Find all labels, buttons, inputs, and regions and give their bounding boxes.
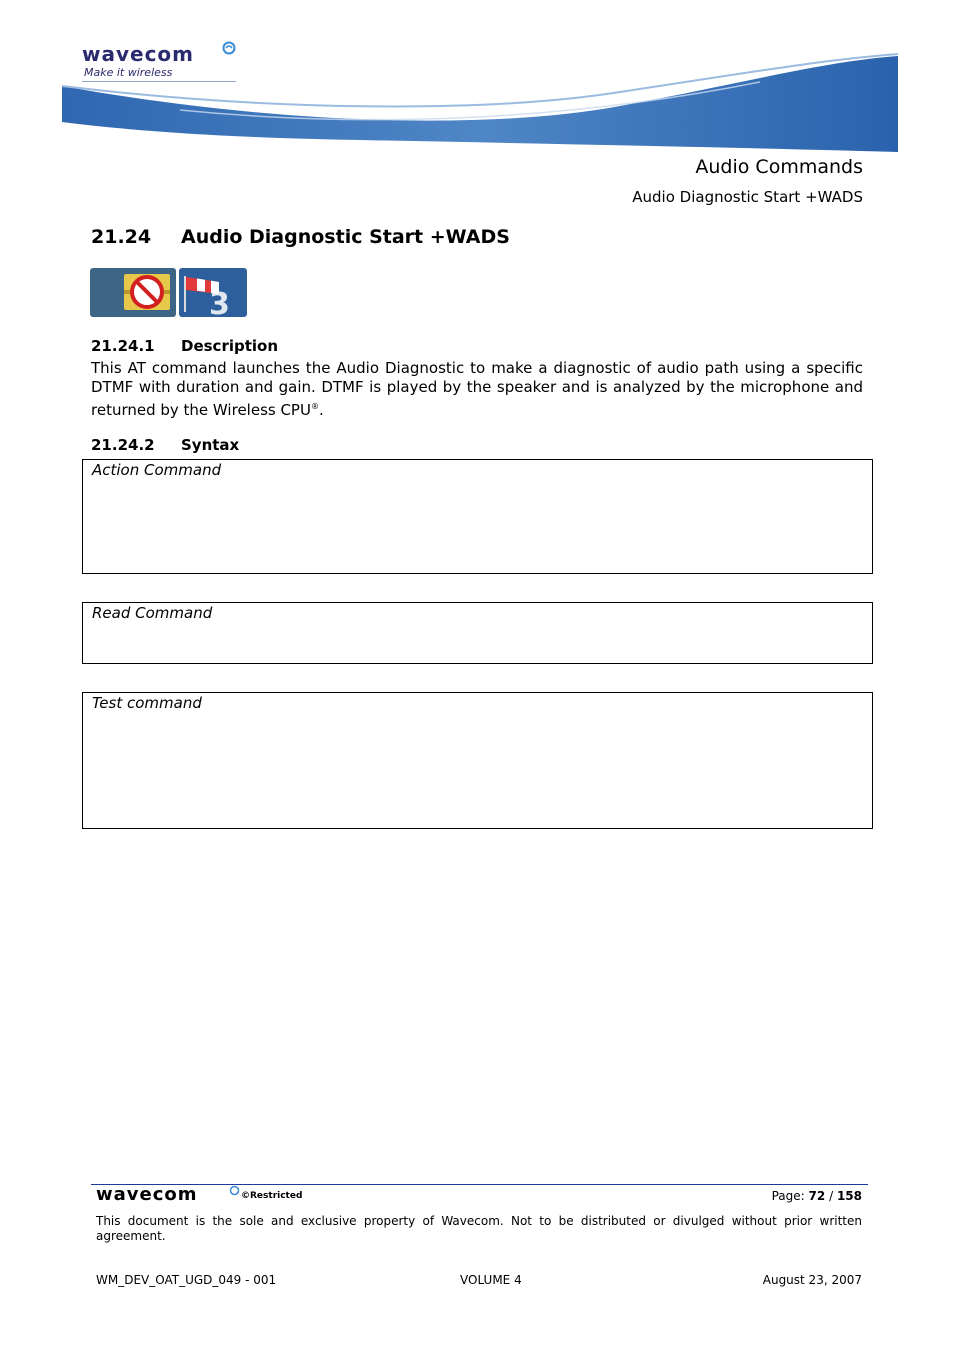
footer-page-number [772, 1189, 862, 1203]
footer-logo-swirl-icon [229, 1185, 240, 1196]
footer-date: August 23, 2007 [762, 1273, 862, 1287]
description-heading [91, 337, 278, 355]
footer-restricted: ©Restricted [241, 1191, 303, 1201]
section-title: Audio Diagnostic Start +WADS [181, 226, 510, 248]
footer-doc-ref: WM_DEV_OAT_UGD_049 - 001 [96, 1273, 277, 1287]
syntax-title: Syntax [181, 436, 240, 454]
read-command-label: Read Command [92, 604, 213, 622]
test-command-label: Test command [92, 694, 202, 712]
read-command-box [82, 602, 873, 664]
page-separator: / [829, 1189, 834, 1203]
page-current: 72 [808, 1189, 826, 1203]
svg-text:3: 3 [209, 287, 230, 318]
wavecom-logo: wavecom [82, 42, 195, 66]
no-entry-icon [90, 268, 176, 317]
windsock-3-icon [179, 268, 247, 318]
section-running-title: Audio Diagnostic Start +WADS [632, 188, 863, 206]
footer-volume: VOLUME 4 [460, 1273, 522, 1287]
section-number: 21.24 [91, 226, 152, 248]
test-command-box [82, 692, 873, 829]
registered-mark: ® [310, 402, 319, 411]
section-heading [91, 226, 510, 248]
description-end: . [318, 401, 324, 419]
footer-wavecom-logo: wavecom [96, 1184, 198, 1205]
chapter-title: Audio Commands [695, 156, 863, 178]
description-text [91, 359, 863, 420]
syntax-number: 21.24.2 [91, 436, 155, 454]
logo-tagline: Make it wireless [84, 66, 173, 79]
syntax-heading [91, 436, 239, 454]
description-body: This AT command launches the Audio Diagnostic to make a diagnostic of audio path using a specific DTMF with duration and gain. DTMF is played by the speaker and is analyzed by the microphone and returned by the Wireless CPU [91, 359, 863, 419]
footer-rule [91, 1184, 868, 1185]
page-total: 158 [836, 1189, 862, 1203]
footer-notice: This document is the sole and exclusive property of Wavecom. Not to be distributed or divulged without prior written agreement. [96, 1214, 862, 1243]
action-command-label: Action Command [92, 461, 222, 479]
description-number: 21.24.1 [91, 337, 155, 355]
header-swoosh-banner [60, 52, 900, 156]
description-title: Description [181, 337, 279, 355]
action-command-box [82, 459, 873, 574]
status-icons [90, 268, 248, 322]
page-label: Page: [771, 1189, 805, 1203]
